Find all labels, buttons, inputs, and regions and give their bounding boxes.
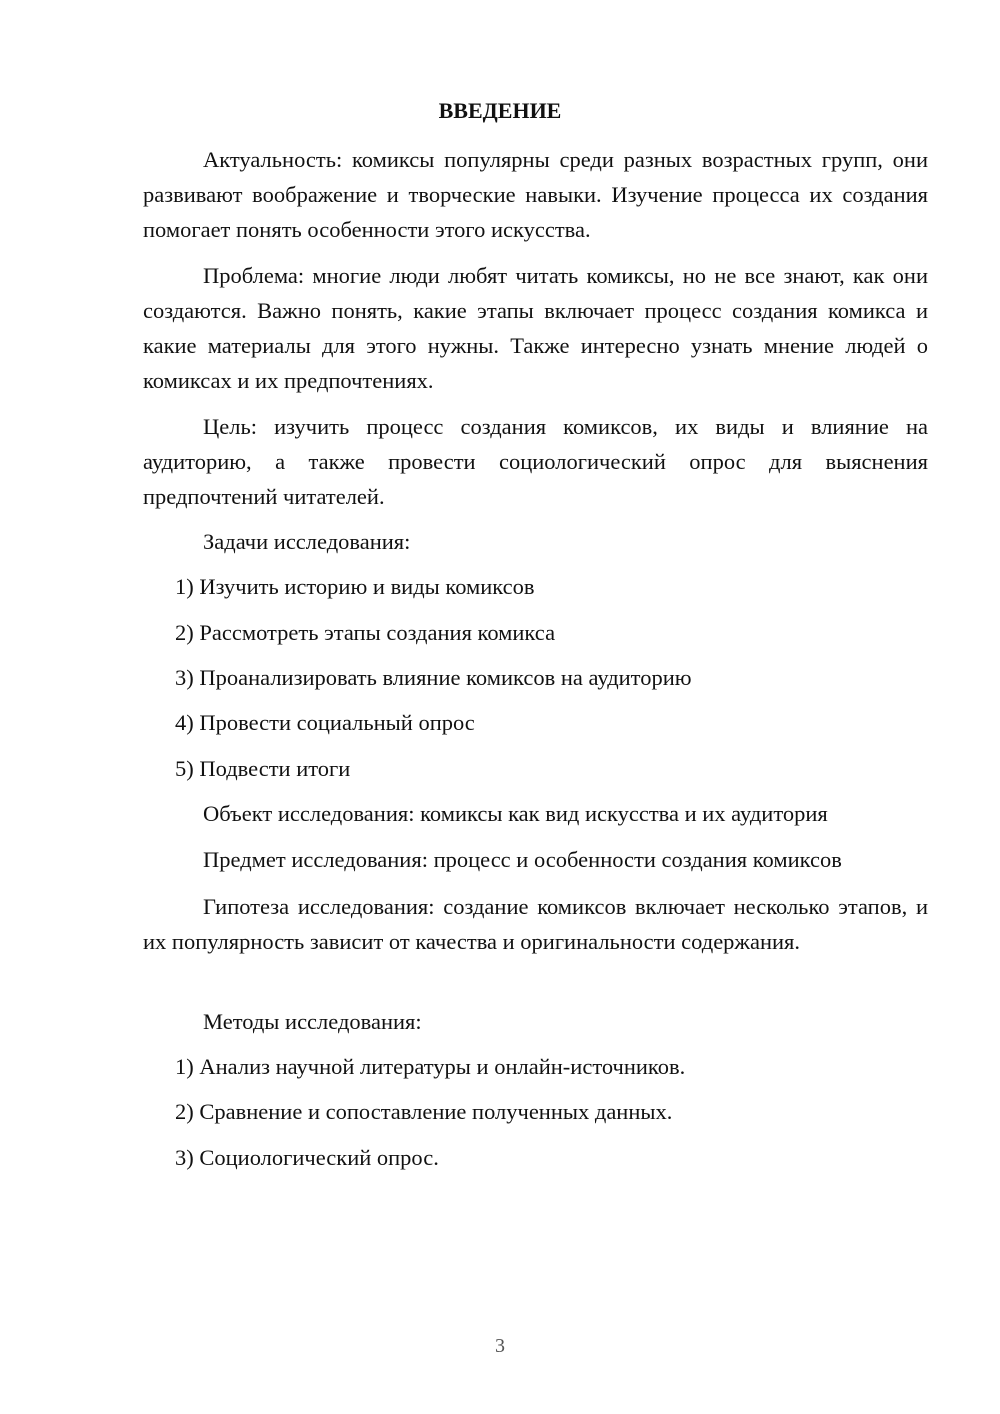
methods-heading: Методы исследования:	[203, 1009, 422, 1034]
tasks-heading: Задачи исследования:	[203, 529, 411, 554]
task-item: 3) Проанализировать влияние комиксов на аудиторию	[175, 665, 692, 690]
hypothesis-paragraph: Гипотеза исследования: создание комиксов включает несколько этапов, и их популярность зависит от качества и оригинальности содержания.	[143, 894, 928, 954]
task-item: 5) Подвести итоги	[175, 756, 351, 781]
object-line: Объект исследования: комиксы как вид искусства и их аудитория	[203, 801, 828, 826]
relevance-paragraph: Актуальность: комиксы популярны среди разных возрастных групп, они развивают воображение и творческие навыки. Изучение процесса их создания помогает понять особенности этого искусства.	[143, 147, 928, 242]
task-item: 1) Изучить историю и виды комиксов	[175, 574, 535, 599]
section-title: ВВЕДЕНИЕ	[438, 98, 562, 123]
subject-line: Предмет исследования: процесс и особенности создания комиксов	[203, 847, 842, 872]
problem-paragraph: Проблема: многие люди любят читать комиксы, но не все знают, как они создаются. Важно понять, какие этапы включает процесс создания комикса и какие материалы для этого нужны. Также интересно узнать мнение людей о комиксах и их предпочтениях.	[143, 263, 928, 393]
page-number: 3	[495, 1335, 505, 1357]
task-item: 4) Провести социальный опрос	[175, 710, 475, 735]
method-item: 1) Анализ научной литературы и онлайн-источников.	[175, 1054, 686, 1079]
method-item: 3) Социологический опрос.	[175, 1145, 439, 1170]
task-item: 2) Рассмотреть этапы создания комикса	[175, 620, 556, 645]
goal-paragraph: Цель: изучить процесс создания комиксов, их виды и влияние на аудиторию, а также провести социологический опрос для выяснения предпочтений читателей.	[143, 414, 928, 509]
method-item: 2) Сравнение и сопоставление полученных данных.	[175, 1099, 673, 1124]
